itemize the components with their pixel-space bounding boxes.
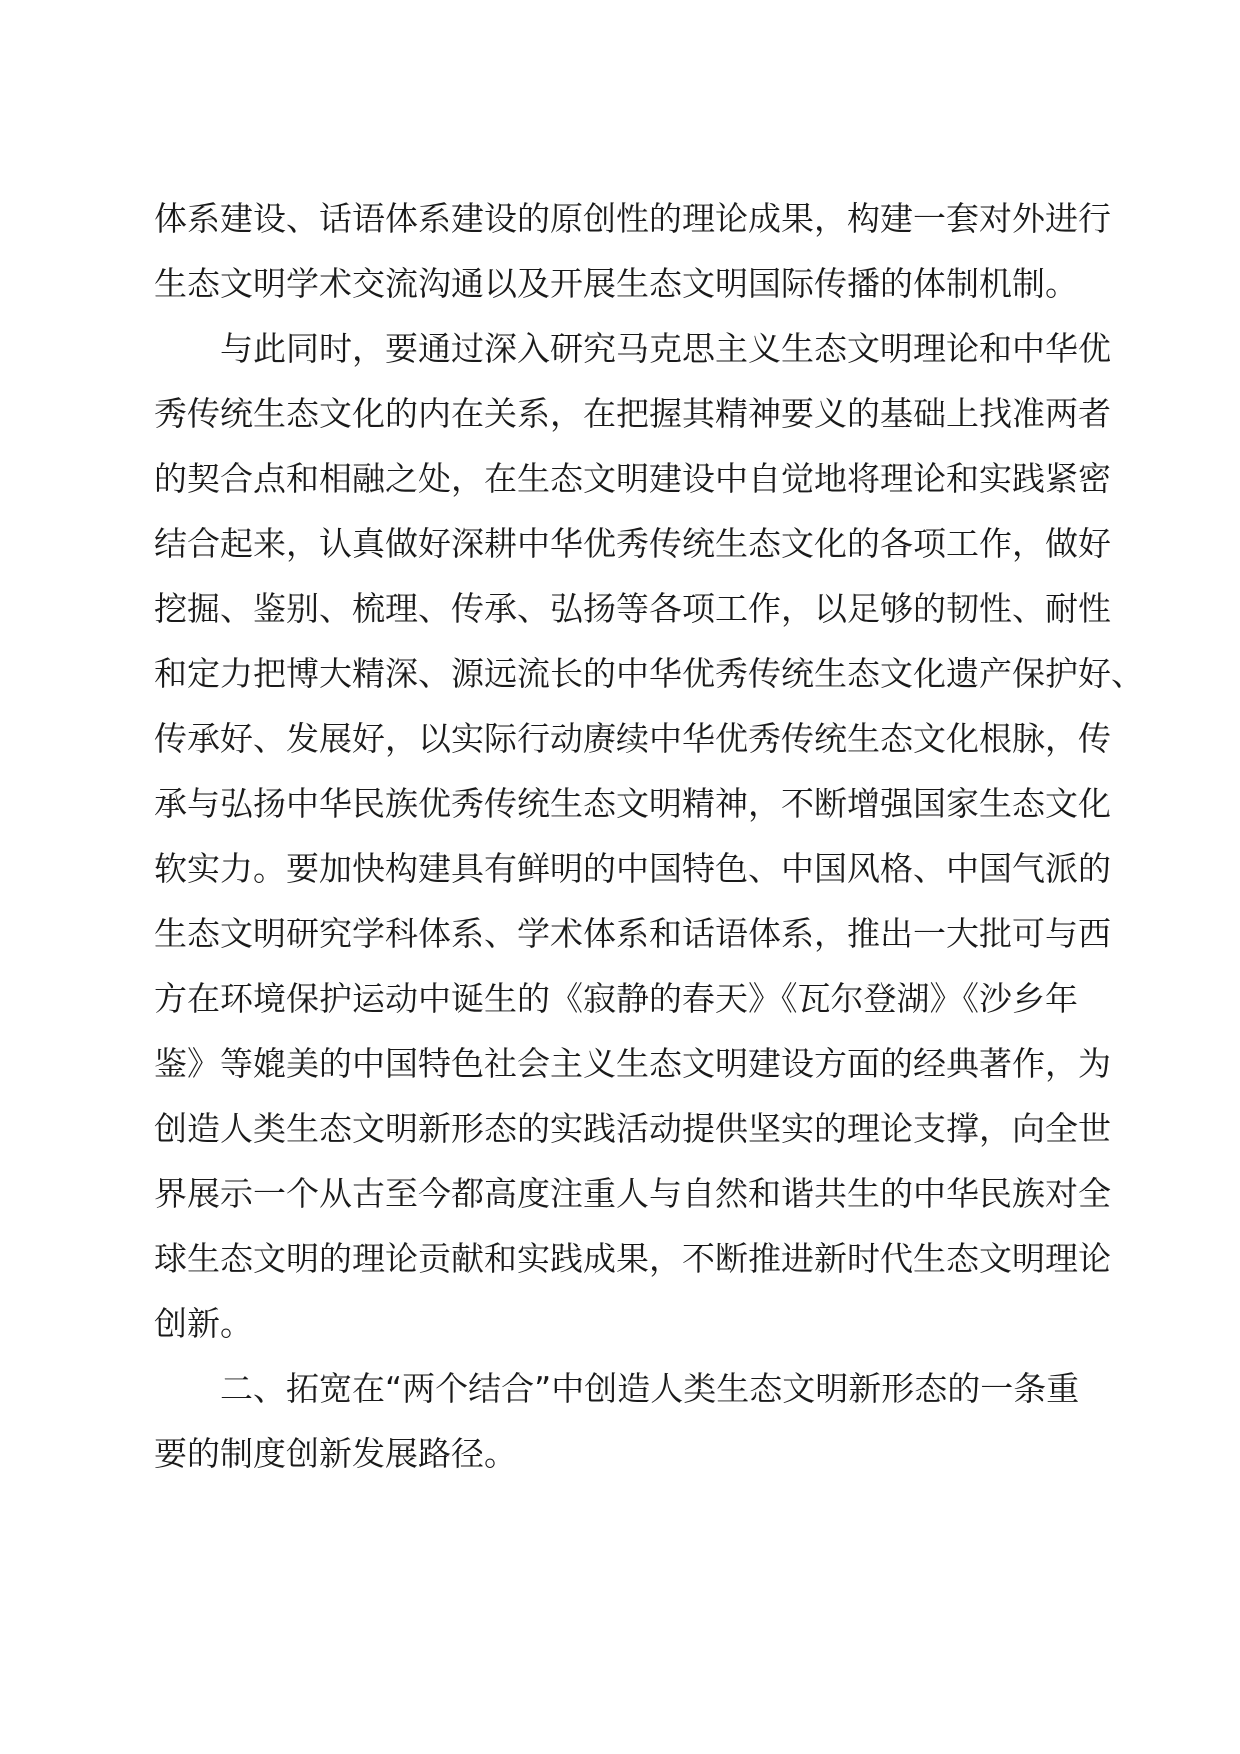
text-line: 二、拓宽在“两个结合”中创造人类生态文明新形态的一条重 — [154, 1369, 1080, 1408]
text-line: 鉴》等媲美的中国特色社会主义生态文明建设方面的经典著作，为 — [154, 1044, 1111, 1083]
text-line: 创造人类生态文明新形态的实践活动提供坚实的理论支撑，向全世 — [154, 1109, 1111, 1148]
text-line: 的契合点和相融之处，在生态文明建设中自觉地将理论和实践紧密 — [154, 459, 1111, 498]
text-line: 结合起来，认真做好深耕中华优秀传统生态文化的各项工作，做好 — [154, 524, 1111, 563]
text-line: 秀传统生态文化的内在关系，在把握其精神要义的基础上找准两者 — [154, 394, 1111, 433]
text-line: 与此同时，要通过深入研究马克思主义生态文明理论和中华优 — [154, 329, 1111, 368]
text-line: 体系建设、话语体系建设的原创性的理论成果，构建一套对外进行 — [154, 199, 1111, 238]
text-line: 软实力。要加快构建具有鲜明的中国特色、中国风格、中国气派的 — [154, 849, 1111, 888]
text-line: 挖掘、鉴别、梳理、传承、弘扬等各项工作，以足够的韧性、耐性 — [154, 589, 1111, 628]
text-line: 承与弘扬中华民族优秀传统生态文明精神，不断增强国家生态文化 — [154, 784, 1111, 823]
text-line: 生态文明学术交流沟通以及开展生态文明国际传播的体制机制。 — [154, 264, 1078, 303]
body-text — [154, 186, 1144, 1486]
text-line: 要的制度创新发展路径。 — [154, 1434, 517, 1473]
text-line: 方在环境保护运动中诞生的《寂静的春天》《瓦尔登湖》《沙乡年 — [154, 979, 1078, 1018]
text-line: 界展示一个从古至今都高度注重人与自然和谐共生的中华民族对全 — [154, 1174, 1111, 1213]
text-line: 球生态文明的理论贡献和实践成果，不断推进新时代生态文明理论 — [154, 1239, 1111, 1278]
text-line: 传承好、发展好，以实际行动赓续中华优秀传统生态文化根脉，传 — [154, 719, 1111, 758]
text-line: 创新。 — [154, 1304, 253, 1343]
text-line: 生态文明研究学科体系、学术体系和话语体系，推出一大批可与西 — [154, 914, 1111, 953]
text-line: 和定力把博大精深、源远流长的中华优秀传统生态文化遗产保护好、 — [154, 654, 1144, 693]
